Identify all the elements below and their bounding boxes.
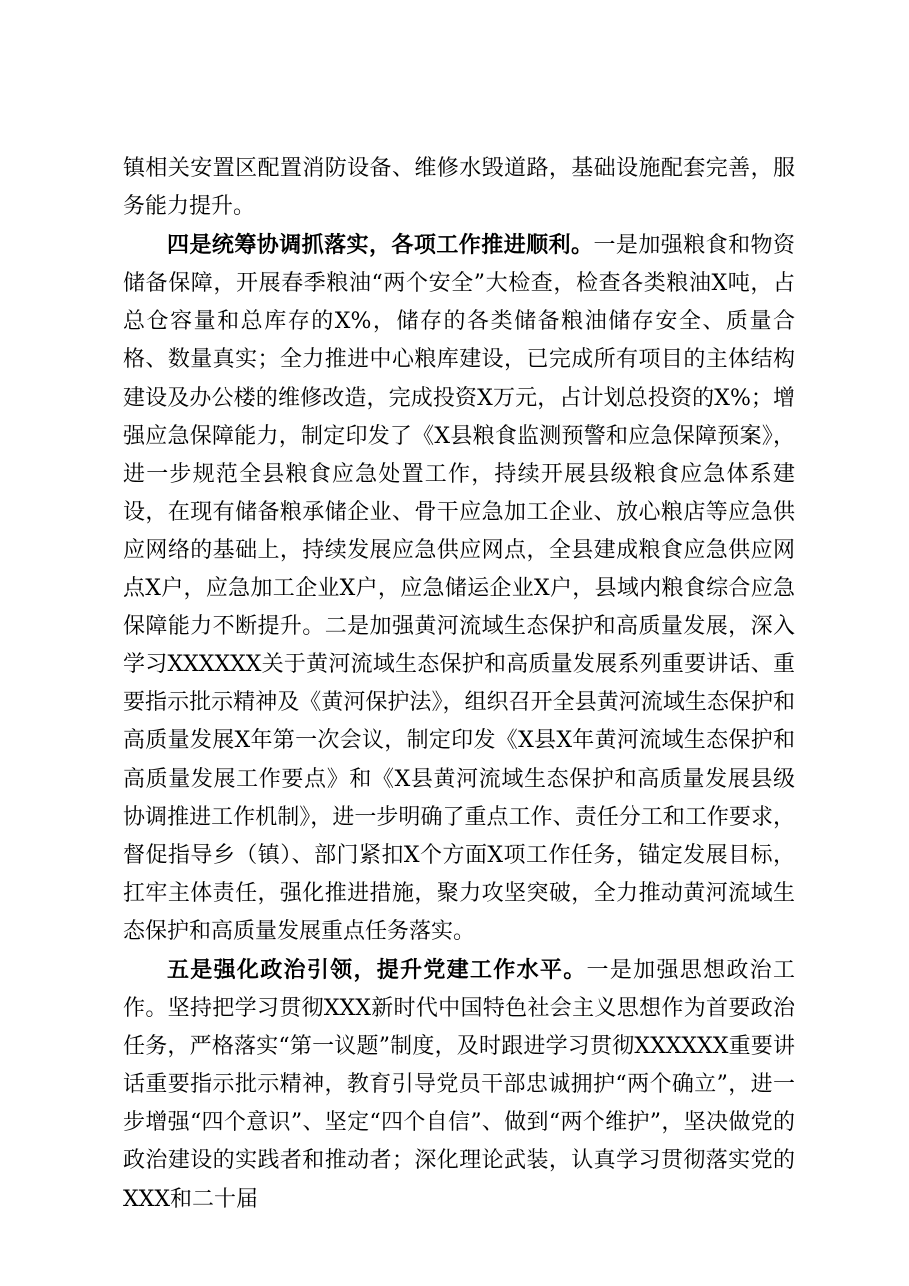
paragraph-section-four: [123, 226, 795, 951]
paragraph-text: 一是加强思想政治工作。坚持把学习贯彻XXX新时代中国特色社会主义思想作为首要政治任务，严格落实“第一议题”制度，及时跟进学习贯彻XXXXXX重要讲话重要指示批示精神，教育引导党员干部忠诚拥护“两个确立”，进一步增强“四个意识”、坚定“四个自信”、做到“两个维护”，坚决做党的政治建设的实践者和推动者；深化理论武装，认真学习贯彻落实党的XXX和二十届: [123, 957, 795, 1212]
paragraph-text: 一是加强粮食和物资储备保障，开展春季粮油“两个安全”大检查，检查各类粮油X吨，占总仓容量和总库存的X%，储存的各类储备粮油储存安全、质量合格、数量真实；全力推进中心粮库建设，已完成所有项目的主体结构建设及办公楼的维修改造，完成投资X万元，占计划总投资的X%；增强应急保障能力，制定印发了《X县粮食监测预警和应急保障预案》，进一步规范全县粮食应急处置工作，持续开展县级粮食应急体系建设，在现有储备粮承储企业、骨干应急加工企业、放心粮店等应急供应网络的基础上，持续发展应急供应网点，全县建成粮食应急供应网点X户，应急加工企业X户，应急储运企业X户，县域内粮食综合应急保障能力不断提升。二是加强黄河流域生态保护和高质量发展，深入学习XXXXXX关于黄河流域生态保护和高质量发展系列重要讲话、重要指示批示精神及《黄河保护法》，组织召开全县黄河流域生态保护和高质量发展X年第一次会议，制定印发《X县X年黄河流域生态保护和高质量发展工作要点》和《X县黄河流域生态保护和高质量发展县级协调推进工作机制》，进一步明确了重点工作、责任分工和工作要求，督促指导乡（镇）、部门紧扣X个方面X项工作任务，锚定发展目标，扛牢主体责任，强化推进措施，聚力攻坚突破，全力推动黄河流域生态保护和高质量发展重点任务落实。: [123, 233, 795, 944]
paragraph-heading: 四是统筹协调抓落实，各项工作推进顺利。: [167, 232, 594, 259]
paragraph-heading: 五是强化政治引领，提升党建工作水平。: [167, 956, 587, 983]
document-page: [123, 150, 795, 1219]
paragraph-text: 镇相关安置区配置消防设备、维修水毁道路，基础设施配套完善，服务能力提升。: [123, 156, 795, 220]
paragraph-continuation: [123, 150, 795, 226]
paragraph-section-five: [123, 951, 795, 1219]
